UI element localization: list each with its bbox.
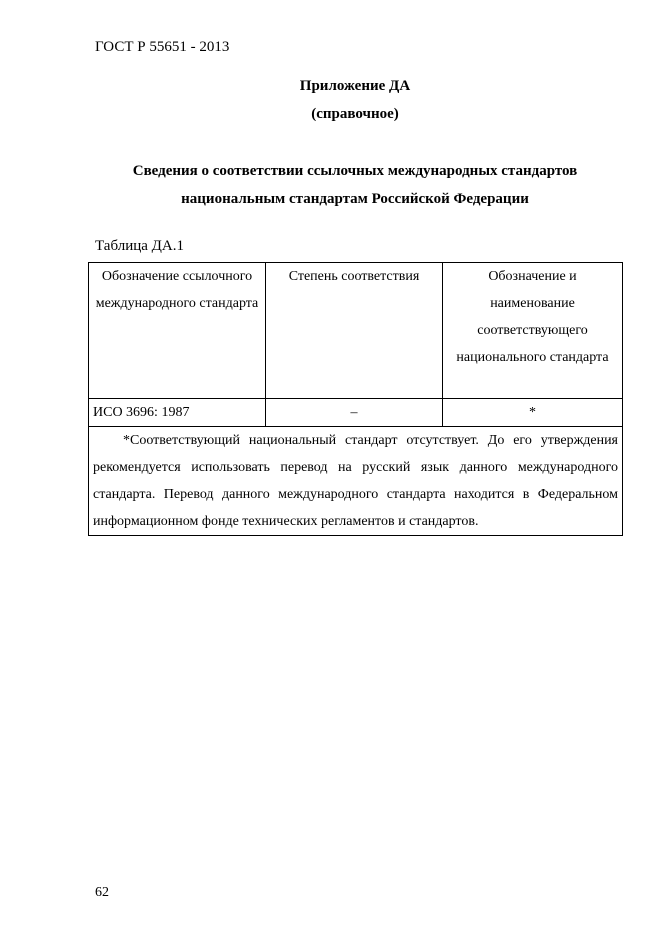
- table-header-row: [89, 263, 623, 399]
- section-heading: Сведения о соответствии ссылочных международных стандартов национальным стандартам Российской Федерации: [132, 163, 578, 207]
- table-row: [89, 399, 623, 427]
- cell-designation: ИСО 3696: 1987: [89, 399, 266, 427]
- column-header-national: Обозначение и наименование соответствующего национального стандарта: [443, 263, 623, 399]
- table-footnote-row: [89, 427, 623, 536]
- annex-status: (справочное): [311, 106, 399, 122]
- table-label: Таблица ДА.1: [95, 238, 184, 254]
- annex-title: Приложение ДА: [299, 78, 411, 94]
- cell-degree: –: [266, 399, 443, 427]
- table-footnote: *Соответствующий национальный стандарт отсутствует. До его утверждения рекомендуется использовать перевод на русский язык данного международного стандарта. Перевод данного международного стандарта находится в Федеральном информационном фонде технических регламентов и стандартов.: [93, 433, 618, 529]
- table-footnote-cell: [89, 427, 623, 536]
- standard-code: ГОСТ Р 55651 - 2013: [95, 39, 230, 55]
- correspondence-table: [88, 262, 623, 536]
- cell-national: *: [443, 399, 623, 427]
- column-header-designation: Обозначение ссылочного международного стандарта: [89, 263, 266, 399]
- page-number: 62: [95, 885, 109, 900]
- column-header-degree: Степень соответствия: [266, 263, 443, 399]
